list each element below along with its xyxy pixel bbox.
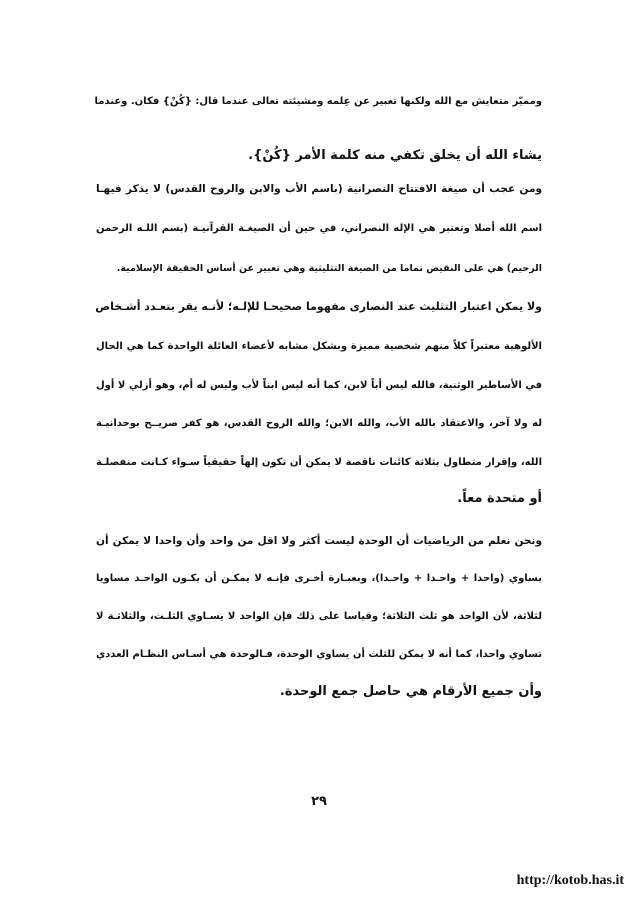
text-line: يساوي (واحدا + واحـدا + واحـدا)، وبعبـارة أخـرى فإنـه لا يمكـن أن يكـون الواحـد مساويا xyxy=(96,573,542,584)
source-url[interactable]: http://kotob.has.it xyxy=(516,873,624,888)
text-line: ومميّز متعايش مع الله ولكنها تعبير عن عِلمه ومشيئته تعالى عندما قال: {كُنْ} فكان. وعندما xyxy=(94,96,542,107)
text-line: في الأساطير الوثنية، فالله ليس أباً لابن، كما أنه ليس ابناً لأب وليس له أم، وهو أزلي لا أول xyxy=(96,380,542,391)
text-line: يشاء الله أن يخلق تكفي منه كلمة الأمر {كُنْ}. xyxy=(248,148,542,163)
text-line: ومن عجب أن صيغة الافتتاح النصرانية (باسم الأب والابن والروح القدس) لا يذكر فيهـا xyxy=(96,183,542,195)
text-line: ولا يمكن اعتبار التثليث عند النصارى مفهوما صحيحـا للإلـه؛ لأنـه يقر بتعـدد أشـخاص xyxy=(95,300,542,313)
text-line: أو متحدة معاً. xyxy=(457,491,542,506)
text-line: تساوي واحدا، كما أنه لا يمكن للثلث أن يساوي الوحدة، فـالوحدة هي أسـاس النظـام العددي xyxy=(96,649,542,660)
text-line: لثلاثة، لأن الواحد هو ثلث الثلاثة؛ وقياسا على ذلك فإن الواحد لا يسـاوي الثلـث، والثلاثـة لا xyxy=(96,611,542,622)
text-line: اسم الله أصلا وتعتبر هي الإله النصراني، في حين أن الصيغـة القرآنيـة (بسم اللـه الرحمن xyxy=(96,223,542,234)
text-line: الألوهية معتبراً كلاً منهم شخصية مميزة وبشكل مشابه لأعضاء العائلة الواحدة كما هي الحال xyxy=(96,341,542,352)
text-line: ونحن نعلم من الرياضيات أن الوحدة ليست أكثر ولا اقل من واحد وأن واحدا لا يمكن أن xyxy=(96,535,542,547)
text-line: الله، وإقرار متطاول بثلاثة كائنات ناقصة لا يمكن أن تكون إلهاً حقيقياً سـواء كـانت منفصلـة xyxy=(96,457,542,468)
page-number: ٢٩ xyxy=(311,794,327,809)
text-line: وأن جميع الأرقام هي حاصل جمع الوحدة. xyxy=(279,684,542,699)
text-line: له ولا آخر، والاعتقاد بالله الأب، والله الابن؛ والله الروح القدس، هو كفر صريــح بوحدانيـة xyxy=(96,418,542,429)
text-line: الرحيم) هي على النقيض تماما من الصيغة التثليثية وهي تعبير عن أساس الحقيقة الإسلامية. xyxy=(116,263,542,274)
